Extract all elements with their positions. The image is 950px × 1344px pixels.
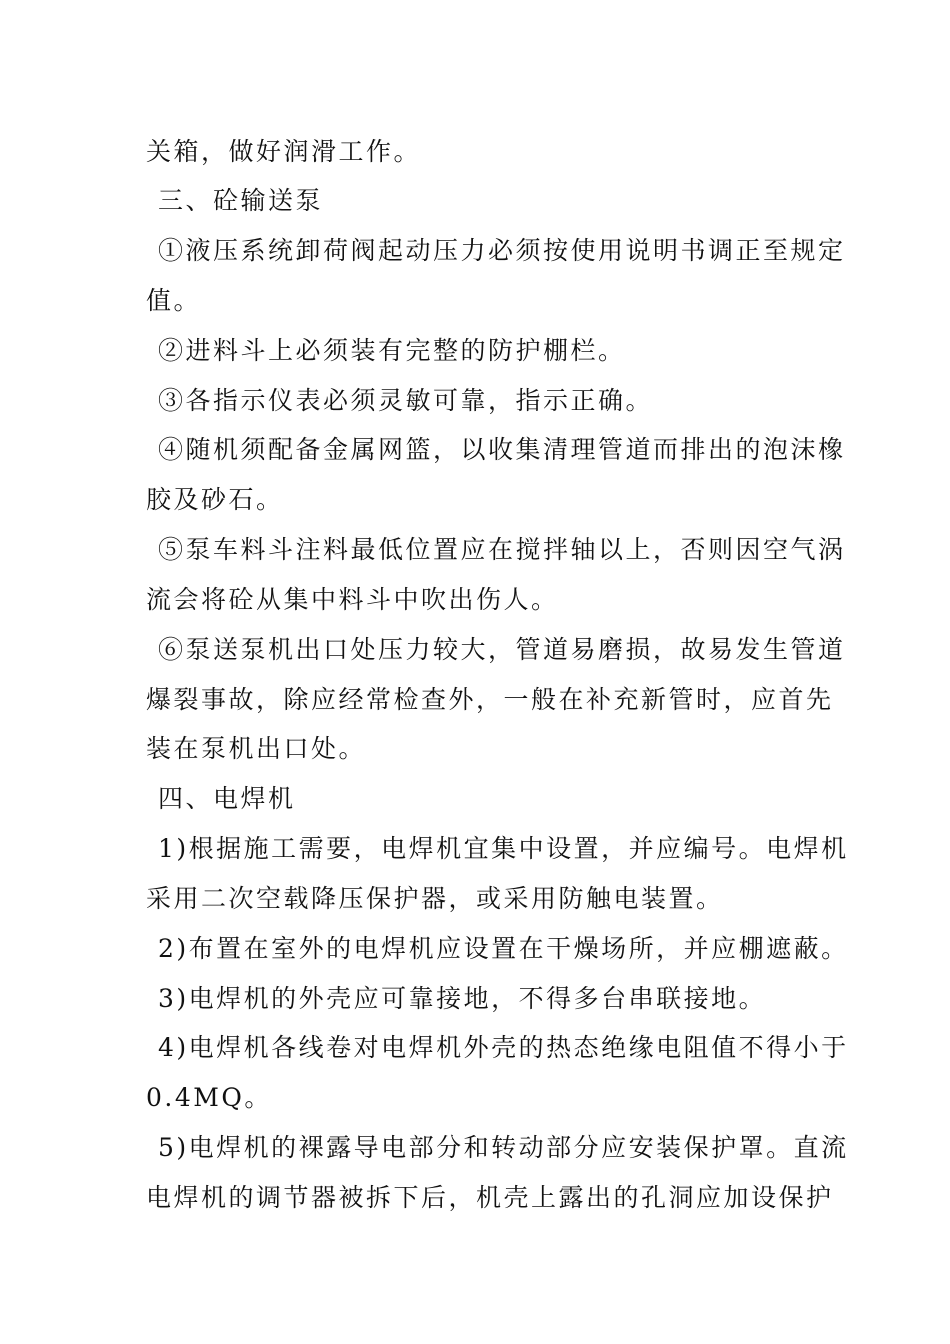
text-line: 0.4MQ。 (146, 1083, 272, 1112)
text-line: 爆裂事故，除应经常检查外，一般在补充新管时，应首先 (146, 685, 834, 714)
list-item: ⑥泵送泵机出口处压力较大，管道易磨损，故易发生管道 (158, 635, 846, 664)
list-item: ③各指示仪表必须灵敏可靠，指示正确。 (158, 386, 654, 415)
list-item: ④随机须配备金属网篮，以收集清理管道而排出的泡沫橡 (158, 435, 846, 464)
list-item: 5)电焊机的裸露导电部分和转动部分应安装保护罩。直流 (158, 1133, 849, 1162)
section-heading: 三、砼输送泵 (158, 186, 324, 215)
section-heading: 四、电焊机 (158, 784, 296, 813)
list-item: ⑤泵车料斗注料最低位置应在搅拌轴以上，否则因空气涡 (158, 535, 846, 564)
list-item: 3)电焊机的外壳应可靠接地，不得多台串联接地。 (158, 984, 767, 1013)
list-item: 2)布置在室外的电焊机应设置在干燥场所，并应棚遮蔽。 (158, 934, 849, 963)
text-line: 装在泵机出口处。 (146, 734, 367, 763)
list-item: 1)根据施工需要，电焊机宜集中设置，并应编号。电焊机 (158, 834, 849, 863)
list-item: 4)电焊机各线卷对电焊机外壳的热态绝缘电阻值不得小于 (158, 1033, 849, 1062)
text-line: 流会将砼从集中料斗中吹出伤人。 (146, 585, 559, 614)
text-line: 胶及砂石。 (146, 485, 284, 514)
text-line: 关箱，做好润滑工作。 (146, 137, 422, 166)
text-line: 值。 (146, 286, 202, 315)
list-item: ②进料斗上必须装有完整的防护棚栏。 (158, 336, 626, 365)
text-line: 采用二次空载降压保护器，或采用防触电装置。 (146, 884, 724, 913)
list-item: ①液压系统卸荷阀起动压力必须按使用说明书调正至规定 (158, 236, 846, 265)
text-line: 电焊机的调节器被拆下后，机壳上露出的孔洞应加设保护 (146, 1183, 834, 1212)
